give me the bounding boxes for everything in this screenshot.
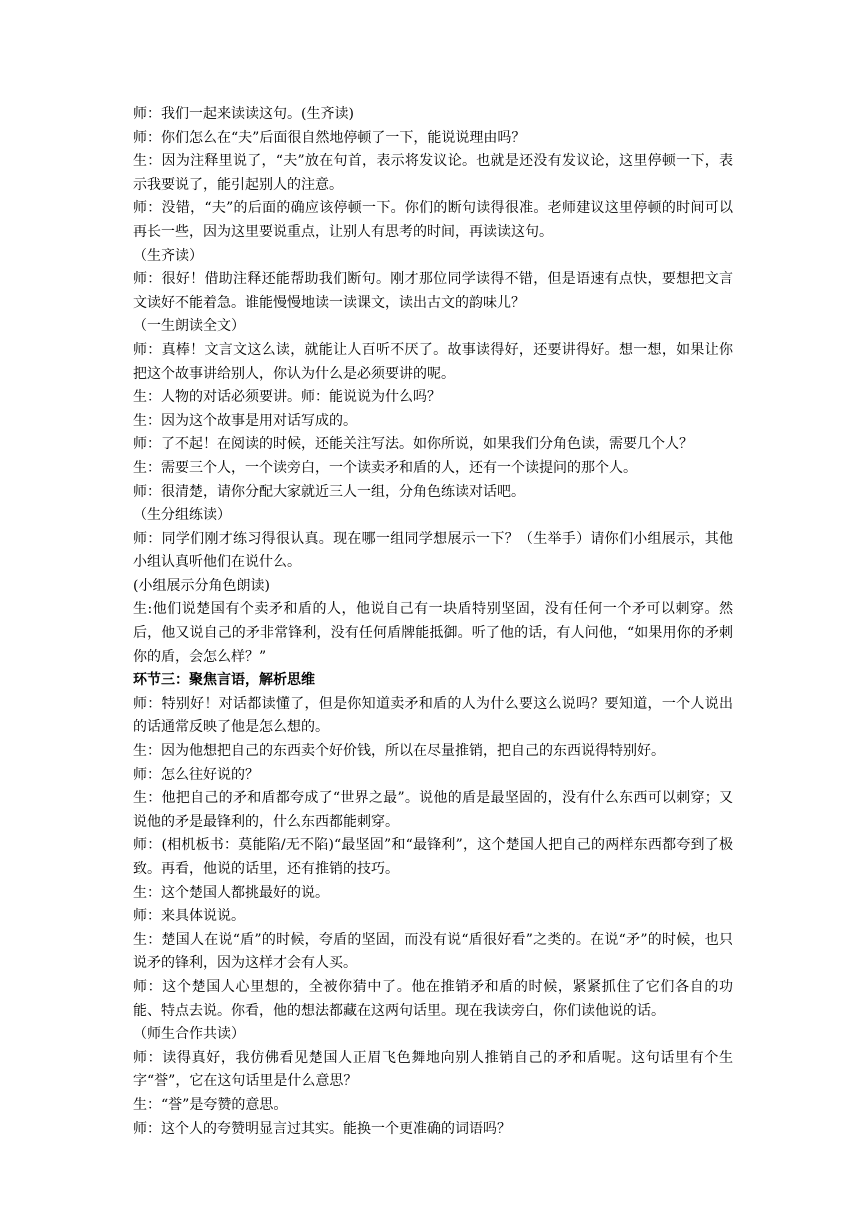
dialogue-line: 生：因为注释里说了，“夫”放在句首，表示将发议论。也就是还没有发议论，这里停顿一下，表示我要说了，能引起别人的注意。 bbox=[133, 153, 733, 193]
stage-direction: （生分组练读） bbox=[133, 507, 231, 524]
dialogue-line: 师：同学们刚才练习得很认真。现在哪一组同学想展示一下？（生举手）请你们小组展示，其他小组认真听他们在说什么。 bbox=[133, 530, 733, 571]
stage-direction: （师生合作共读） bbox=[133, 1026, 245, 1043]
dialogue-line: 师：很好！借助注释还能帮助我们断句。刚才那位同学读得不错，但是语速有点快，要想把文言文读好不能着急。谁能慢慢地读一读课文，读出古文的韵味儿？ bbox=[133, 271, 733, 311]
dialogue-line: 师：没错，“夫”的后面的确应该停顿一下。你们的断句读得很准。老师建议这里停顿的时间可以再长一些，因为这里要说重点，让别人有思考的时间，再读读这句。 bbox=[133, 200, 733, 240]
dialogue-line: 师：我们一起来读读这句。(生齐读) bbox=[133, 106, 354, 122]
dialogue-line: 师：你们怎么在“夫”后面很自然地停顿了一下，能说说理由吗？ bbox=[133, 129, 526, 146]
dialogue-line: 生：楚国人在说“盾”的时候，夸盾的坚固，而没有说“盾很好看”之类的。在说“矛”的时候，也只说矛的锋利，因为这样才会有人买。 bbox=[133, 931, 733, 972]
document-body bbox=[133, 103, 733, 1141]
dialogue-line: 生：因为这个故事是用对话写成的。 bbox=[133, 412, 357, 429]
dialogue-line: 生：“誉”是夸赞的意思。 bbox=[133, 1096, 288, 1113]
dialogue-line: 师：了不起！在阅读的时候，还能关注写法。如你所说，如果我们分角色读，需要几个人？ bbox=[133, 436, 693, 453]
dialogue-line: 生:他们说楚国有个卖矛和盾的人，他说自己有一块盾特别坚固，没有任何一个矛可以刺穿。然后，他又说自己的矛非常锋利，没有任何盾牌能抵御。听了他的话，有人问他，“如果用你的矛刺你的盾，会怎么样？” bbox=[133, 601, 733, 665]
dialogue-line: 师：读得真好，我仿佛看见楚国人正眉飞色舞地向别人推销自己的矛和盾呢。这句话里有个生字“誉”，它在这句话里是什么意思？ bbox=[133, 1049, 733, 1090]
stage-direction: (小组展示分角色朗读) bbox=[133, 577, 270, 594]
stage-direction: （一生朗读全文） bbox=[133, 318, 245, 335]
dialogue-line: 师：这个楚国人心里想的，全被你猜中了。他在推销矛和盾的时候，紧紧抓住了它们各自的功能、特点去说。你看，他的想法都藏在这两句话里。现在我读旁白，你们读他说的话。 bbox=[133, 978, 733, 1019]
section-heading: 环节三：聚焦言语，解析思维 bbox=[133, 672, 315, 689]
dialogue-line: 生：需要三个人，一个读旁白，一个读卖矛和盾的人，还有一个读提问的那个人。 bbox=[133, 459, 637, 476]
dialogue-line: 师：这个人的夸赞明显言过其实。能换一个更准确的词语吗？ bbox=[133, 1120, 511, 1137]
dialogue-line: 师：来具体说说。 bbox=[133, 908, 245, 925]
dialogue-line: 生：人物的对话必须要讲。师：能说说为什么吗？ bbox=[133, 389, 441, 406]
dialogue-line: 师：(相机板书：莫能陷/无不陷)“最坚固”和“最锋利”，这个楚国人把自己的两样东西都夸到了极致。再看，他说的话里，还有推销的技巧。 bbox=[133, 837, 733, 877]
dialogue-line: 师：真棒！文言文这么读，就能让人百听不厌了。故事读得好，还要讲得好。想一想，如果让你把这个故事讲给别人，你认为什么是必须要讲的呢。 bbox=[133, 341, 733, 382]
dialogue-line: 师：怎么往好说的？ bbox=[133, 766, 259, 783]
dialogue-line: 生：因为他想把自己的东西卖个好价钱，所以在尽量推销，把自己的东西说得特别好。 bbox=[133, 743, 665, 760]
dialogue-line: 师：特别好！对话都读懂了，但是你知道卖矛和盾的人为什么要这么说吗？要知道，一个人说出的话通常反映了他是怎么想的。 bbox=[133, 695, 733, 736]
dialogue-line: 生：这个楚国人都挑最好的说。 bbox=[133, 884, 329, 901]
dialogue-line: 师：很清楚，请你分配大家就近三人一组，分角色练读对话吧。 bbox=[133, 483, 525, 500]
dialogue-line: 生：他把自己的矛和盾都夸成了“世界之最”。说他的盾是最坚固的，没有什么东西可以刺穿；又说他的矛是最锋利的，什么东西都能刺穿。 bbox=[133, 790, 733, 830]
stage-direction: （生齐读） bbox=[133, 247, 203, 264]
